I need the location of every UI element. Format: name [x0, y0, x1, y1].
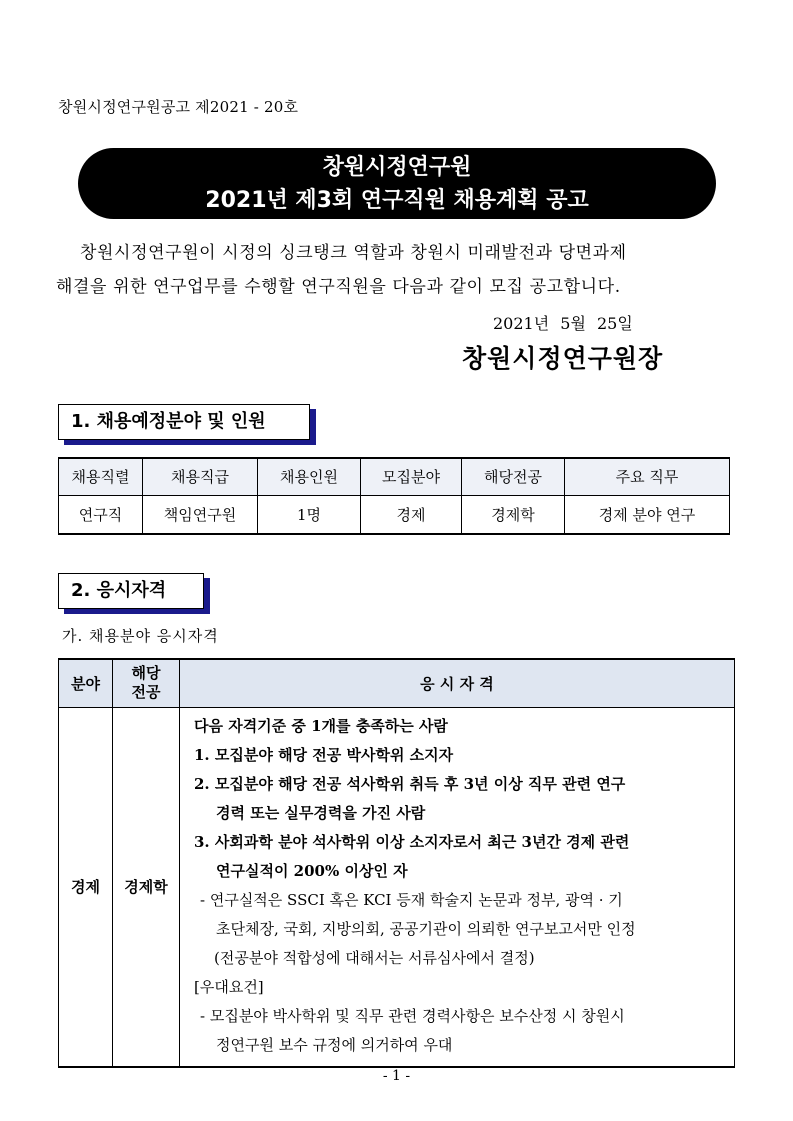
table-cell: 책임연구원	[143, 495, 258, 534]
preferred-heading: [우대요건]	[194, 977, 264, 996]
header-cell: 채용직급	[143, 458, 258, 495]
section-2-heading: 2. 응시자격	[58, 573, 204, 609]
title-line-1: 창원시정연구원	[322, 155, 472, 180]
qualification-line: 연구실적이 200% 이상인 자	[216, 861, 408, 880]
qualification-note: - 연구실적은 SSCI 혹은 KCI 등재 학술지 논문과 정부, 광역 · 기	[200, 890, 623, 909]
intro-line-2: 해결을 위한 연구업무를 수행할 연구직원을 다음과 같이 모집 공고합니다.	[56, 277, 621, 297]
intro-line-1: 창원시정연구원이 시정의 싱크탱크 역할과 창원시 미래발전과 당면과제	[80, 243, 627, 263]
table-row	[59, 495, 730, 534]
header-cell: 해당전공	[462, 458, 565, 495]
header-cell: 채용직렬	[59, 458, 143, 495]
qualification-note: (전공분야 적합성에 대해서는 서류심사에서 결정)	[214, 948, 535, 967]
header-cell: 주요 직무	[565, 458, 730, 495]
field-cell: 경제	[59, 707, 113, 1067]
signer: 창원시정연구원장	[462, 344, 664, 373]
header-major	[113, 659, 180, 707]
recruitment-table	[58, 457, 730, 535]
page-number: - 1 -	[382, 1068, 411, 1084]
table-cell: 연구직	[59, 495, 143, 534]
title-line-2: 2021년 제3회 연구직원 채용계획 공고	[205, 188, 589, 213]
qualification-line: 다음 자격기준 중 1개를 충족하는 사람	[194, 716, 448, 735]
qualification-cell	[180, 707, 735, 1067]
table-cell: 경제 분야 연구	[565, 495, 730, 534]
section-1-heading: 1. 채용예정분야 및 인원	[58, 404, 310, 440]
qualification-line: 3. 사회과학 분야 석사학위 이상 소지자로서 최근 3년간 경제 관련	[194, 832, 630, 851]
header-major-line-1: 해당	[131, 664, 161, 683]
notice-number: 창원시정연구원공고 제2021 - 20호	[58, 98, 299, 116]
header-qualification: 응 시 자 격	[180, 659, 735, 707]
qualification-line: 1. 모집분야 해당 전공 박사학위 소지자	[194, 745, 454, 764]
recruitment-table-header	[59, 458, 730, 495]
header-field: 분야	[59, 659, 113, 707]
preferred-note: 정연구원 보수 규정에 의거하여 우대	[216, 1035, 453, 1054]
qualification-note: 초단체장, 국회, 지방의회, 공공기관이 의뢰한 연구보고서만 인정	[216, 919, 636, 938]
title-banner	[78, 148, 716, 219]
intro-paragraph	[56, 236, 736, 304]
qualification-table	[58, 658, 735, 1068]
major-cell: 경제학	[113, 707, 180, 1067]
qualification-line: 2. 모집분야 해당 전공 석사학위 취득 후 3년 이상 직무 관련 연구	[194, 774, 626, 793]
header-cell: 모집분야	[361, 458, 462, 495]
table-cell: 1명	[258, 495, 361, 534]
header-major-line-2: 전공	[131, 683, 161, 702]
notice-date: 2021년 5월 25일	[493, 314, 633, 333]
table-cell: 경제	[361, 495, 462, 534]
preferred-note: - 모집분야 박사학위 및 직무 관련 경력사항은 보수산정 시 창원시	[200, 1006, 625, 1025]
qualification-line: 경력 또는 실무경력을 가진 사람	[216, 803, 426, 822]
table-cell: 경제학	[462, 495, 565, 534]
qualification-table-header	[59, 659, 735, 707]
header-cell: 채용인원	[258, 458, 361, 495]
section-2-subheading: 가. 채용분야 응시자격	[62, 627, 219, 645]
table-row	[59, 707, 735, 1067]
